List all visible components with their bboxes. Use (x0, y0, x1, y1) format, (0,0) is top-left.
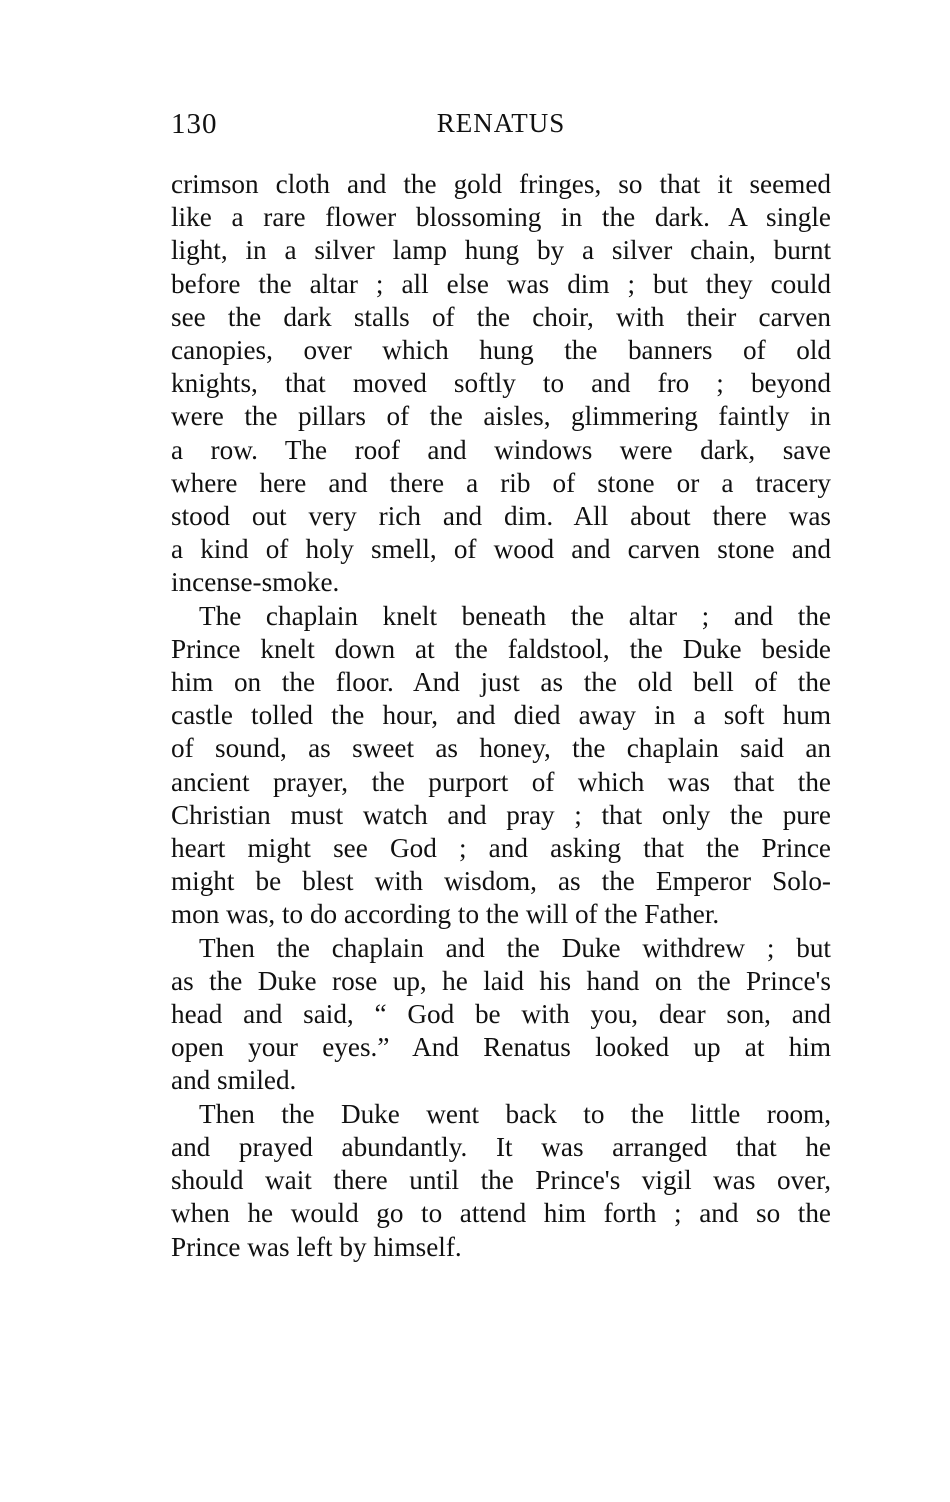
text-line: stood out very rich and dim. All about there was (171, 501, 831, 532)
running-head (171, 108, 831, 148)
text-line: light, in a silver lamp hung by a silver chain, burnt (171, 235, 831, 266)
text-line: Christian must watch and pray ; that only the pure (171, 799, 831, 830)
text-line: castle tolled the hour, and died away in a soft hum (171, 700, 831, 731)
paragraph (171, 932, 831, 1098)
text-line: see the dark stalls of the choir, with their carven (171, 301, 831, 332)
page-number: 130 (171, 108, 218, 140)
text-line: The chaplain knelt beneath the altar ; and the (199, 600, 831, 631)
text-line: where here and there a rib of stone or a tracery (171, 467, 831, 498)
text-line: crimson cloth and the gold fringes, so that it seemed (171, 169, 831, 199)
paragraph (171, 1098, 831, 1264)
text-line: canopies, over which hung the banners of old (171, 335, 831, 366)
text-line: of sound, as sweet as honey, the chaplain said an (171, 733, 831, 764)
text-line: Prince was left by himself. (171, 1231, 462, 1262)
text-line: might be blest with wisdom, as the Emperor Solo- (171, 866, 831, 897)
running-title: RENATUS (436, 108, 566, 138)
text-line: a kind of holy smell, of wood and carven stone and (171, 534, 831, 565)
text-line: mon was, to do according to the will of the Father. (171, 899, 720, 930)
text-line: should wait there until the Prince's vigil was over, (171, 1165, 831, 1196)
body-text (171, 168, 831, 1264)
text-line: incense-smoke. (171, 567, 340, 598)
text-line: open your eyes.” And Renatus looked up at him (171, 1032, 831, 1063)
text-line: Prince knelt down at the faldstool, the Duke beside (171, 633, 831, 664)
text-line: and prayed abundantly. It was arranged that he (171, 1131, 831, 1162)
text-line: when he would go to attend him forth ; and so the (171, 1198, 831, 1229)
text-line: and smiled. (171, 1065, 297, 1096)
paragraph (171, 600, 831, 932)
text-line: ancient prayer, the purport of which was that the (171, 766, 831, 797)
paragraph (171, 168, 831, 600)
text-line: knights, that moved softly to and fro ; beyond (171, 368, 831, 399)
text-line: Then the chaplain and the Duke withdrew ; but (199, 932, 831, 963)
text-line: Then the Duke went back to the little room, (199, 1098, 831, 1129)
text-line: a row. The roof and windows were dark, save (171, 434, 831, 465)
text-line: as the Duke rose up, he laid his hand on the Prince's (171, 965, 831, 996)
text-line: him on the floor. And just as the old bell of the (171, 667, 831, 698)
text-line: head and said, “ God be with you, dear son, and (171, 999, 831, 1030)
text-line: like a rare flower blossoming in the dark. A single (171, 202, 831, 233)
text-line: heart might see God ; and asking that the Prince (171, 833, 831, 864)
text-line: were the pillars of the aisles, glimmering faintly in (171, 401, 831, 432)
text-line: before the altar ; all else was dim ; but they could (171, 268, 831, 299)
